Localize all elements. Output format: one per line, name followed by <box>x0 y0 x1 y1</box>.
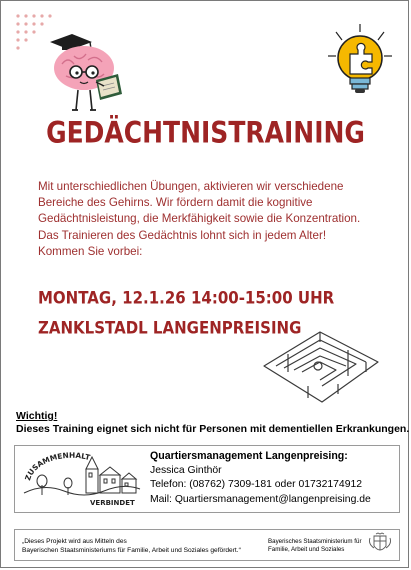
funding-note <box>22 537 241 555</box>
brain-reading-book-icon <box>42 30 132 116</box>
svg-text:ZUSAMMENHALT <box>23 451 91 482</box>
event-location: ZANKLSTADL LANGENPREISING <box>38 318 302 339</box>
ministry-line: Bayerisches Staatsministerium für <box>268 538 362 545</box>
intro-paragraph <box>38 179 388 260</box>
page-title: GEDÄCHTNISTRAINING <box>46 115 365 150</box>
bavarian-crest-icon <box>366 532 394 556</box>
contact-block <box>150 449 371 507</box>
logo-bottom-text: VERBINDET <box>90 499 135 507</box>
village-logo-icon <box>20 447 144 511</box>
warning-label: Wichtig! <box>16 410 58 422</box>
logo-top-text: ZUSAMMENHALT <box>23 450 91 482</box>
funding-line: „Dieses Projekt wird aus Mitteln des <box>22 538 127 545</box>
funding-line: Bayerischen Staatsministeriums für Familie, Arbeit und Soziales gefördert.“ <box>22 547 241 554</box>
contact-heading: Quartiersmanagement Langenpreising: <box>150 450 348 462</box>
intro-line: Das Trainieren des Gedächtnis lohnt sich in jedem Alter! <box>38 228 327 242</box>
contact-mail: Mail: Quartiersmanagement@langenpreising.de <box>150 493 371 505</box>
intro-line: Mit unterschiedlichen Übungen, aktivieren wir verschiedene <box>38 180 344 193</box>
intro-line: Gedächtnisleistung, die Merkfähigkeit sowie die Konzentration. <box>38 212 361 226</box>
event-date-time: MONTAG, 12.1.26 14:00-15:00 UHR <box>38 288 335 309</box>
lightbulb-puzzle-icon <box>326 22 396 96</box>
contact-name: Jessica Ginthör <box>150 464 222 476</box>
warning-text: Dieses Training eignet sich nicht für Personen mit dementiellen Erkrankungen. <box>16 423 410 435</box>
intro-line: Bereiche des Gehirns. Wir fördern damit die kognitive <box>38 196 313 210</box>
ministry-line: Familie, Arbeit und Soziales <box>268 546 345 553</box>
ministry-name <box>268 538 362 554</box>
intro-line: Kommen Sie vorbei: <box>38 244 143 258</box>
maze-illustration <box>258 326 382 406</box>
contact-phone: Telefon: (08762) 7309-181 oder 01732174912 <box>150 479 363 490</box>
